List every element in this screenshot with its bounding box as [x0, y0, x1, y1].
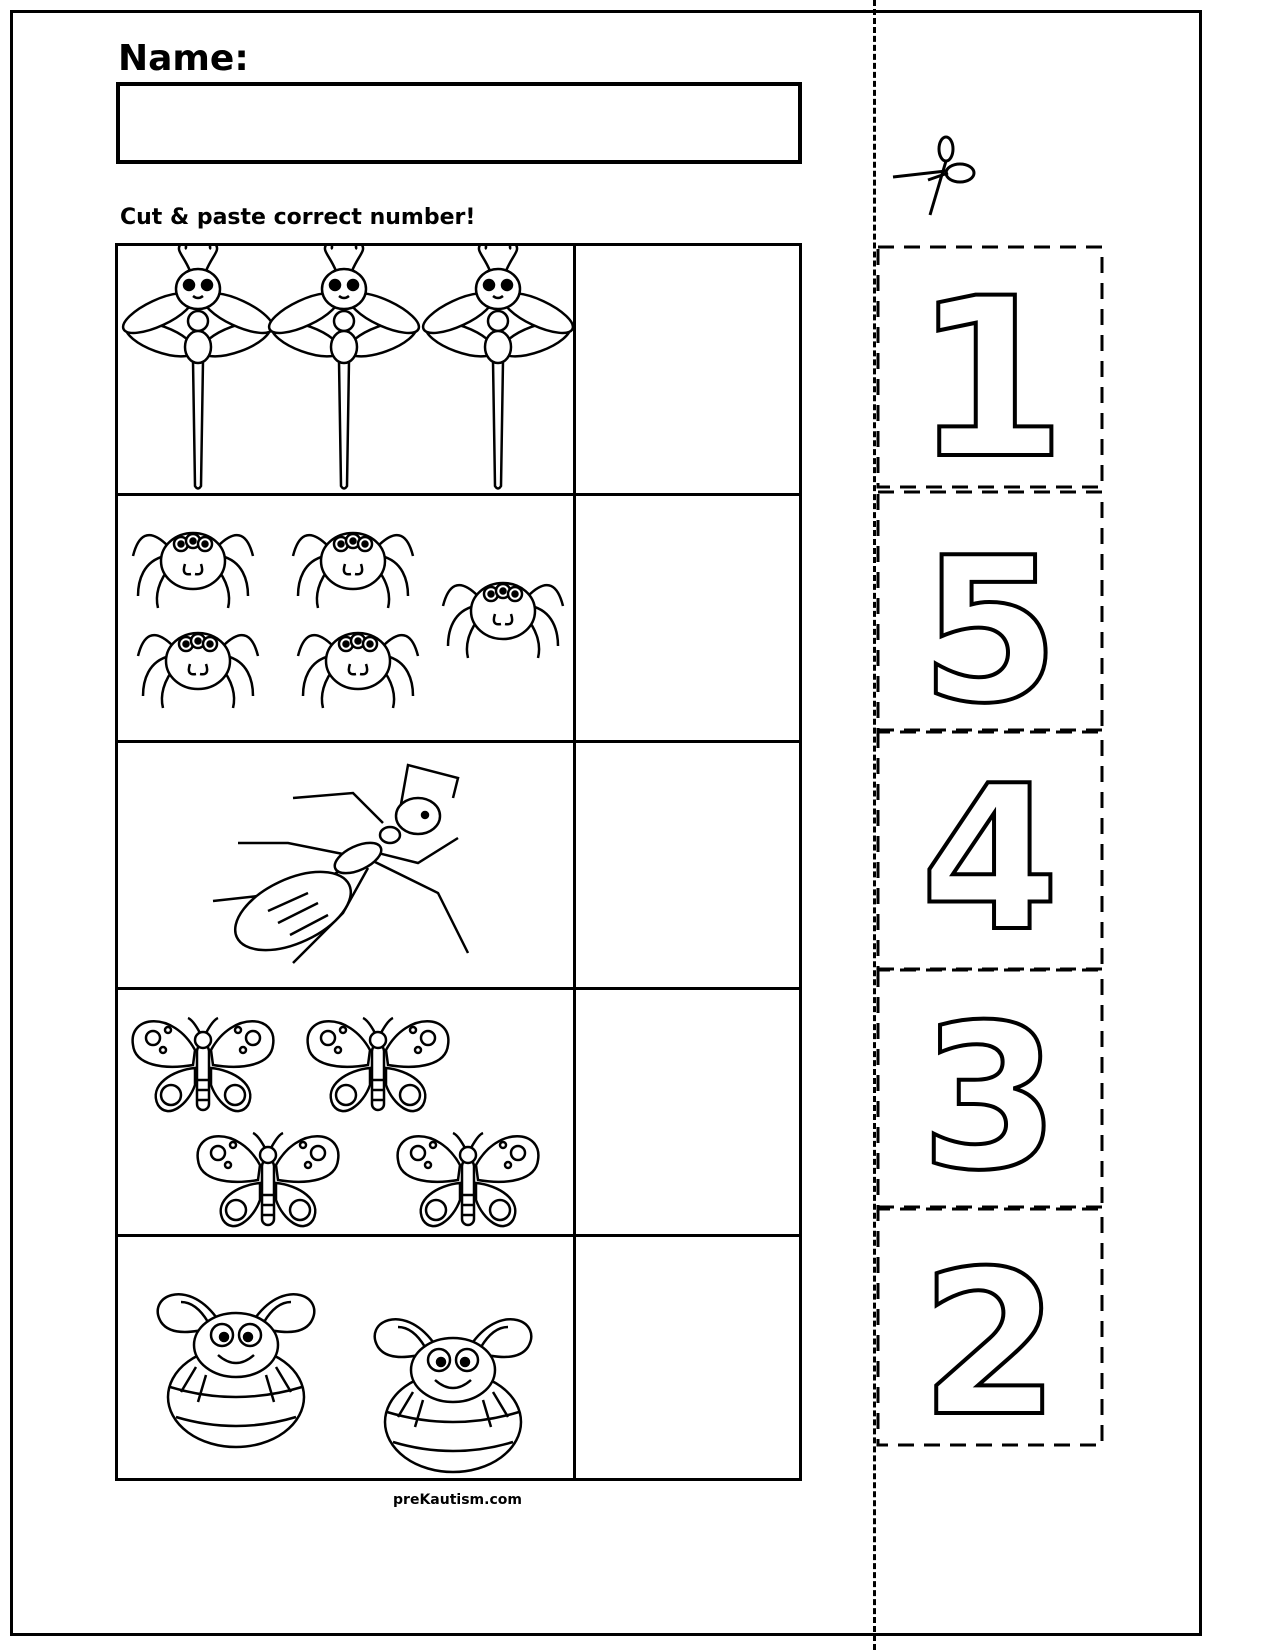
- butterfly-group: [118, 990, 573, 1237]
- bee-group: [118, 1237, 573, 1484]
- answer-drop-zone[interactable]: [573, 1237, 799, 1481]
- number-card[interactable]: [876, 1205, 1104, 1450]
- answer-drop-zone[interactable]: [573, 496, 799, 740]
- card-number-label: 4: [920, 743, 1060, 973]
- picture-cell: [118, 246, 573, 493]
- footer-credit: preKautism.com: [393, 1492, 522, 1508]
- number-card[interactable]: [876, 245, 1104, 490]
- number-card[interactable]: [876, 490, 1104, 735]
- number-card[interactable]: [876, 967, 1104, 1212]
- scissors-icon: [888, 135, 988, 230]
- answer-drop-zone[interactable]: [573, 246, 799, 493]
- instructions: Cut & paste correct number!: [120, 205, 476, 230]
- answer-drop-zone[interactable]: [573, 743, 799, 987]
- grid-row: [118, 493, 799, 740]
- name-label: Name:: [118, 38, 249, 79]
- grid-row: [118, 246, 799, 493]
- dragonfly-group: [118, 246, 573, 493]
- counting-grid: [115, 243, 802, 1481]
- name-field[interactable]: [116, 82, 802, 164]
- picture-cell: [118, 1237, 573, 1481]
- grid-row: [118, 1234, 799, 1481]
- card-number-label: 3: [920, 982, 1060, 1212]
- grid-row: [118, 740, 799, 987]
- ant-group: [118, 743, 573, 990]
- picture-cell: [118, 990, 573, 1234]
- card-number-label: 2: [920, 1228, 1060, 1450]
- answer-drop-zone[interactable]: [573, 990, 799, 1234]
- picture-cell: [118, 743, 573, 987]
- card-number-label: 1: [913, 251, 1067, 490]
- spider-group: [118, 496, 573, 743]
- number-card[interactable]: [876, 728, 1104, 973]
- grid-row: [118, 987, 799, 1234]
- card-number-label: 5: [920, 515, 1060, 735]
- picture-cell: [118, 496, 573, 740]
